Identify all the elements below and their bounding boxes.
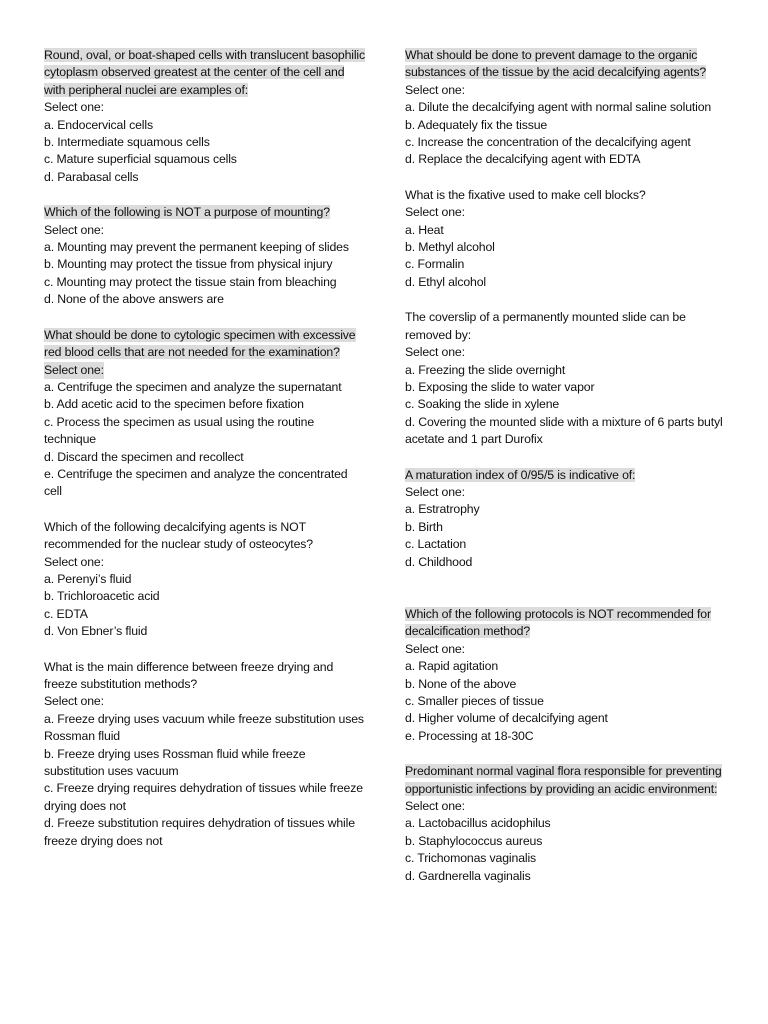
select-one-label: Select one: (405, 641, 465, 656)
question-text: What should be done to cytologic specimen with excessive red blood cells that are not needed for the examination? (44, 327, 356, 360)
answer-option[interactable]: c. Freeze drying requires dehydration of tissues while freeze drying does not (44, 781, 363, 813)
answer-option[interactable]: b. Mounting may protect the tissue from physical injury (44, 257, 333, 272)
answer-option[interactable]: d. Ethyl alcohol (405, 274, 486, 289)
select-one-label: Select one: (405, 484, 465, 499)
answer-option[interactable]: b. Add acetic acid to the specimen before fixation (44, 397, 304, 412)
question-block (405, 763, 725, 885)
select-one-label: Select one: (44, 222, 104, 237)
answer-option[interactable]: c. Mounting may protect the tissue stain from bleaching (44, 274, 337, 289)
answer-option[interactable]: c. Smaller pieces of tissue (405, 694, 544, 708)
answer-option[interactable]: b. Birth (405, 519, 443, 534)
question-text: A maturation index of 0/95/5 is indicative of: (405, 467, 636, 482)
select-one-label: Select one: (44, 100, 104, 115)
answer-option[interactable]: d. Von Ebner’s fluid (44, 624, 148, 639)
answer-option[interactable]: a. Heat (405, 222, 444, 237)
answer-option[interactable]: a. Freezing the slide overnight (405, 362, 566, 377)
question-block (44, 659, 366, 850)
answer-option[interactable]: d. Gardnerella vaginalis (405, 868, 531, 883)
question-block (405, 606, 725, 745)
answer-option[interactable]: d. Childhood (405, 554, 473, 569)
answer-option[interactable]: a. Perenyi’s fluid (44, 571, 132, 586)
answer-option[interactable]: a. Endocervical cells (44, 117, 153, 132)
select-one-label: Select one: (405, 205, 465, 220)
answer-option[interactable]: c. Mature superficial squamous cells (44, 152, 237, 167)
question-text: Predominant normal vaginal flora responsible for preventing opportunistic infections by providing an acidic environment: (405, 764, 722, 796)
answer-option[interactable]: c. Increase the concentration of the decalcifying agent (405, 135, 691, 150)
answer-option[interactable]: b. Intermediate squamous cells (44, 135, 210, 150)
answer-option[interactable]: d. Higher volume of decalcifying agent (405, 711, 608, 726)
question-text: The coverslip of a permanently mounted slide can be removed by: (405, 310, 686, 342)
question-block (405, 467, 725, 571)
question-block (44, 327, 366, 501)
answer-option[interactable]: b. Methyl alcohol (405, 240, 495, 255)
answer-option[interactable]: d. Discard the specimen and recollect (44, 449, 244, 464)
answer-option[interactable]: a. Centrifuge the specimen and analyze the supernatant (44, 379, 342, 394)
question-block (405, 187, 725, 291)
question-block (44, 519, 366, 641)
select-one-label: Select one: (405, 82, 465, 97)
answer-option[interactable]: d. Covering the mounted slide with a mixture of 6 parts butyl acetate and 1 part Durofix (405, 414, 723, 447)
answer-option[interactable]: b. Exposing the slide to water vapor (405, 379, 595, 394)
answer-option[interactable]: a. Lactobacillus acidophilus (405, 816, 551, 831)
answer-option[interactable]: c. Soaking the slide in xylene (405, 397, 560, 412)
question-block (405, 309, 725, 448)
answer-option[interactable]: c. Formalin (405, 257, 465, 272)
answer-option[interactable]: b. None of the above (405, 676, 517, 691)
answer-option[interactable]: d. Freeze substitution requires dehydration of tissues while freeze drying does not (44, 816, 355, 848)
answer-option[interactable]: e. Processing at 18-30C (405, 728, 534, 743)
question-block (44, 47, 366, 186)
question-text: What should be done to prevent damage to the organic substances of the tissue by the acid decalcifying agents? (405, 48, 707, 80)
question-text: Which of the following decalcifying agents is NOT recommended for the nuclear study of osteocytes? (44, 519, 313, 552)
question-block (405, 47, 725, 169)
answer-option[interactable]: c. EDTA (44, 606, 88, 621)
answer-option[interactable]: b. Freeze drying uses Rossman fluid while freeze substitution uses vacuum (44, 746, 306, 779)
answer-option[interactable]: d. None of the above answers are (44, 292, 224, 307)
answer-option[interactable]: a. Dilute the decalcifying agent with normal saline solution (405, 100, 712, 115)
answer-option[interactable]: c. Process the specimen as usual using the routine technique (44, 414, 315, 447)
answer-option[interactable]: e. Centrifuge the specimen and analyze the concentrated cell (44, 466, 348, 499)
question-text: Which of the following is NOT a purpose of mounting? (44, 205, 330, 220)
answer-option[interactable]: a. Rapid agitation (405, 659, 499, 674)
answer-option[interactable]: c. Lactation (405, 537, 467, 552)
answer-option[interactable]: b. Trichloroacetic acid (44, 589, 160, 604)
right-column (405, 47, 725, 885)
answer-option[interactable]: a. Freeze drying uses vacuum while freeze substitution uses Rossman fluid (44, 711, 364, 744)
answer-option[interactable]: d. Parabasal cells (44, 169, 139, 184)
question-text: What is the main difference between freeze drying and freeze substitution methods? (44, 659, 334, 691)
answer-option[interactable]: c. Trichomonas vaginalis (405, 851, 537, 866)
select-one-label: Select one: (44, 554, 104, 569)
answer-option[interactable]: b. Staphylococcus aureus (405, 833, 543, 848)
answer-option[interactable]: d. Replace the decalcifying agent with EDTA (405, 152, 641, 167)
question-text: What is the fixative used to make cell blocks? (405, 187, 646, 202)
select-one-label: Select one: (44, 362, 104, 379)
left-column (44, 47, 366, 850)
answer-option[interactable]: b. Adequately fix the tissue (405, 117, 548, 132)
select-one-label: Select one: (44, 694, 104, 709)
select-one-label: Select one: (405, 799, 465, 814)
question-block (44, 204, 366, 308)
answer-option[interactable]: a. Estratrophy (405, 502, 480, 517)
select-one-label: Select one: (405, 345, 465, 360)
question-text: Round, oval, or boat-shaped cells with translucent basophilic cytoplasm observed greatest at the center of the cell and with peripheral nuclei are examples of: (44, 48, 366, 97)
question-text: Which of the following protocols is NOT recommended for decalcification method? (405, 606, 711, 639)
answer-option[interactable]: a. Mounting may prevent the permanent keeping of slides (44, 240, 349, 255)
